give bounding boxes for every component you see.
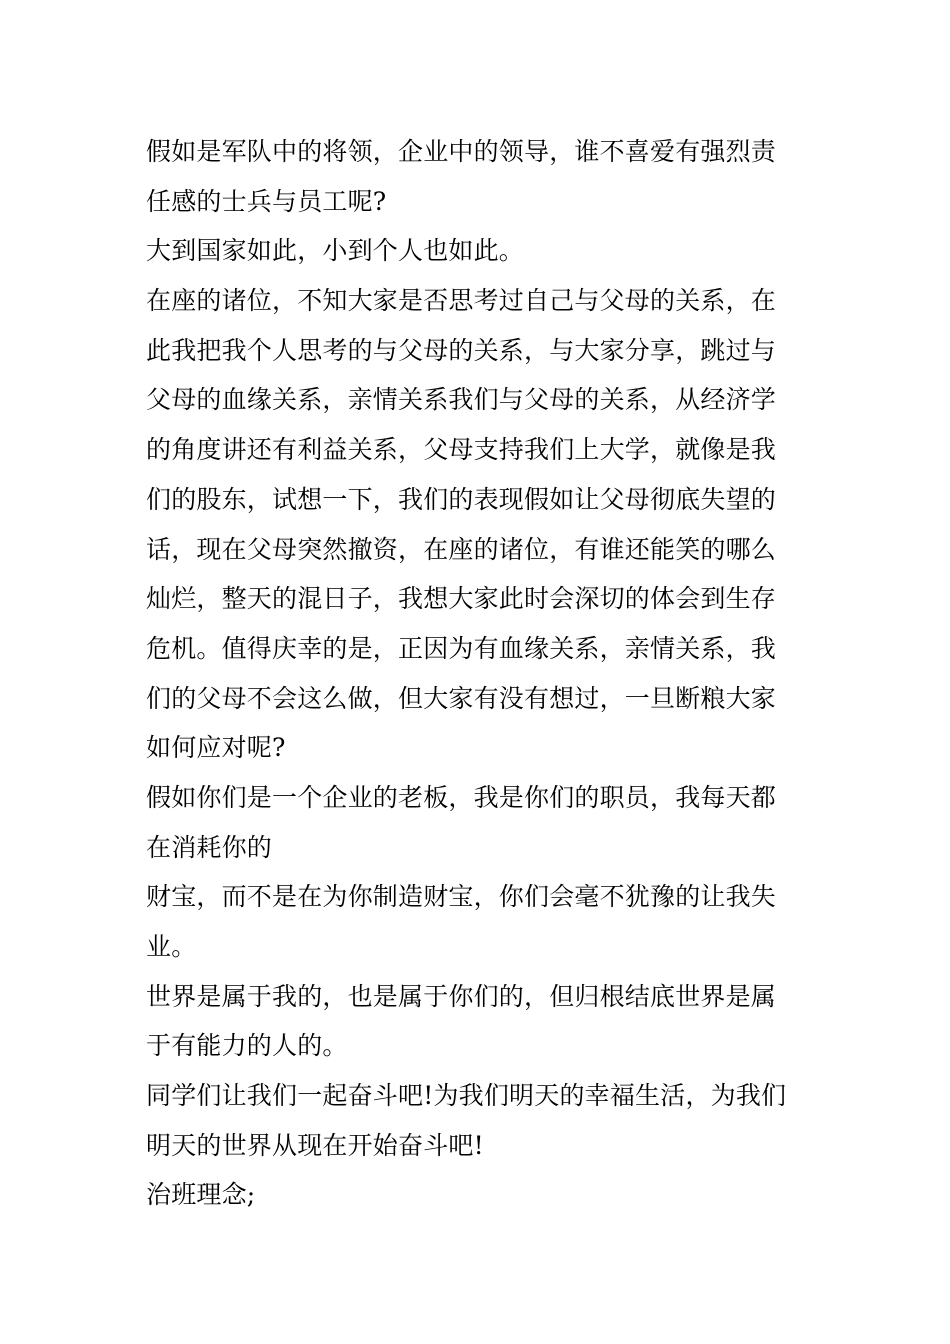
text-line: 在消耗你的 — [146, 832, 273, 862]
text-line: 在座的诸位，不知大家是否思考过自己与父母的关系，在 — [146, 286, 777, 316]
text-line: 们的父母不会这么做，但大家有没有想过，一旦断粮大家 — [146, 683, 777, 713]
text-line: 话，现在父母突然撤资，在座的诸位，有谁还能笑的哪么 — [146, 534, 777, 564]
text-line: 明天的世界从现在开始奋斗吧! — [146, 1130, 484, 1160]
text-line: 灿烂，整天的混日子，我想大家此时会深切的体会到生存 — [146, 584, 777, 614]
text-line: 危机。值得庆幸的是，正因为有血缘关系，亲情关系，我 — [146, 633, 777, 663]
text-line: 假如是军队中的将领，企业中的领导，谁不喜爱有强烈责 — [146, 137, 777, 166]
text-line: 于有能力的人的。 — [146, 1031, 348, 1061]
text-line: 世界是属于我的，也是属于你们的，但归根结底世界是属 — [146, 981, 777, 1011]
text-line: 们的股东，试想一下，我们的表现假如让父母彻底失望的 — [146, 484, 777, 514]
text-line: 的角度讲还有利益关系，父母支持我们上大学，就像是我 — [146, 435, 777, 465]
text-line: 如何应对呢? — [146, 733, 286, 763]
text-line: 财宝，而不是在为你制造财宝，你们会毫不犹豫的让我失 — [146, 882, 777, 912]
text-line: 假如你们是一个企业的老板，我是你们的职员，我每天都 — [146, 782, 777, 812]
text-line: 大到国家如此，小到个人也如此。 — [146, 236, 525, 266]
document-body — [146, 127, 816, 1220]
text-line: 父母的血缘关系，亲情关系我们与父母的关系，从经济学 — [146, 385, 777, 415]
text-line: 治班理念; — [146, 1180, 256, 1210]
text-line: 业。 — [146, 932, 197, 961]
text-line: 任感的士兵与员工呢? — [146, 186, 387, 216]
text-line: 同学们让我们一起奋斗吧!为我们明天的幸福生活，为我们 — [146, 1081, 787, 1111]
text-line: 此我把我个人思考的与父母的关系，与大家分享，跳过与 — [146, 335, 777, 365]
